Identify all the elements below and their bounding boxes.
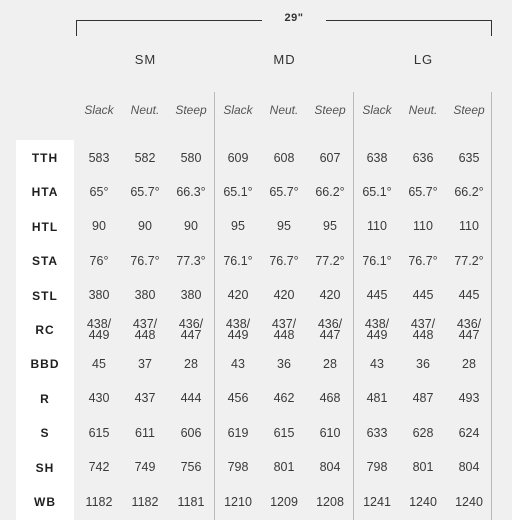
table-cell: 65.1° (223, 184, 253, 199)
table-cell: 436/ 447 (178, 317, 204, 342)
table-cell: 445 (458, 288, 480, 303)
table-cell: 628 (412, 425, 434, 440)
table-cell: 380 (134, 288, 156, 303)
table-cell: 804 (458, 460, 480, 475)
table-cell: 610 (319, 425, 341, 440)
table-row (0, 347, 512, 381)
table-cell: 66.3° (176, 184, 206, 199)
table-cell: 438/ 449 (86, 317, 112, 342)
table-cell: 804 (319, 460, 341, 475)
table-cell: 636 (412, 150, 434, 165)
table-cell: 437/ 448 (271, 317, 297, 342)
setting-label: Neut. (130, 103, 160, 117)
table-cell: 438/ 449 (364, 317, 390, 342)
table-cell: 1208 (316, 494, 344, 509)
table-cell: 493 (458, 391, 480, 406)
setting-label: Slack (223, 103, 253, 117)
row-label: R (40, 391, 50, 406)
table-cell: 445 (366, 288, 388, 303)
table-cell: 444 (180, 391, 202, 406)
table-cell: 420 (319, 288, 341, 303)
row-label: STA (31, 254, 59, 269)
table-cell: 380 (88, 288, 110, 303)
table-cell: 462 (273, 391, 295, 406)
wheel-size-label: 29" (284, 12, 304, 24)
table-cell: 801 (412, 460, 434, 475)
table-cell: 1182 (131, 494, 159, 509)
table-cell: 77.3° (176, 253, 206, 268)
table-cell: 635 (458, 150, 480, 165)
table-cell: 43 (231, 356, 245, 371)
table-row (0, 313, 512, 347)
row-label: HTA (31, 185, 59, 200)
table-row (0, 451, 512, 485)
table-cell: 36 (277, 356, 291, 371)
table-cell: 90 (184, 219, 198, 234)
table-cell: 1181 (177, 494, 205, 509)
table-cell: 445 (412, 288, 434, 303)
table-cell: 90 (92, 219, 106, 234)
table-cell: 65.7° (269, 184, 299, 199)
table-cell: 76.7° (130, 253, 160, 268)
table-cell: 1240 (455, 494, 483, 509)
table-cell: 1182 (85, 494, 113, 509)
table-row (0, 416, 512, 450)
table-cell: 638 (366, 150, 388, 165)
table-cell: 110 (413, 219, 433, 234)
table-cell: 801 (273, 460, 295, 475)
table-cell: 437/ 448 (132, 317, 158, 342)
table-cell: 28 (184, 356, 198, 371)
table-cell: 619 (227, 425, 249, 440)
table-cell: 481 (366, 391, 388, 406)
table-cell: 43 (370, 356, 384, 371)
bracket-line-left (76, 20, 262, 21)
row-label: HTL (31, 219, 59, 234)
row-label: TTH (31, 151, 59, 165)
table-cell: 438/ 449 (225, 317, 251, 342)
setting-label: Steep (175, 103, 207, 117)
table-cell: 45 (92, 356, 106, 371)
setting-label: Neut. (269, 103, 299, 117)
setting-label: Steep (453, 103, 485, 117)
table-cell: 37 (138, 356, 152, 371)
bracket-tick-right (491, 20, 492, 36)
table-cell: 90 (138, 219, 152, 234)
table-cell: 95 (323, 219, 337, 234)
table-cell: 36 (416, 356, 430, 371)
table-cell: 110 (459, 219, 479, 234)
table-cell: 749 (134, 460, 156, 475)
table-cell: 615 (273, 425, 295, 440)
table-cell: 76.1° (362, 253, 392, 268)
row-label: STL (32, 288, 58, 303)
table-cell: 77.2° (315, 253, 345, 268)
bracket-tick-left (76, 20, 77, 36)
setting-label: Neut. (408, 103, 438, 117)
table-cell: 1210 (224, 494, 252, 509)
size-label-lg: LG (413, 52, 434, 67)
table-cell: 95 (231, 219, 245, 234)
setting-label: Steep (314, 103, 346, 117)
table-cell: 65.7° (130, 184, 160, 199)
table-cell: 65.7° (408, 184, 438, 199)
size-label-sm: SM (134, 52, 157, 67)
table-cell: 606 (180, 425, 202, 440)
table-cell: 611 (135, 425, 155, 440)
table-cell: 65° (89, 184, 109, 199)
table-cell: 798 (227, 460, 249, 475)
table-cell: 756 (180, 460, 202, 475)
table-cell: 580 (180, 150, 202, 165)
table-cell: 615 (88, 425, 110, 440)
table-cell: 77.2° (454, 253, 484, 268)
table-row (0, 279, 512, 313)
table-cell: 583 (88, 150, 110, 165)
table-row (0, 141, 512, 175)
table-cell: 436/ 447 (317, 317, 343, 342)
row-label: RC (35, 323, 55, 337)
bracket-line-right (326, 20, 492, 21)
table-row (0, 175, 512, 209)
table-cell: 633 (366, 425, 388, 440)
table-cell: 1240 (409, 494, 437, 509)
table-cell: 1209 (270, 494, 298, 509)
table-cell: 456 (227, 391, 249, 406)
table-cell: 76° (89, 253, 109, 268)
table-cell: 95 (277, 219, 291, 234)
table-cell: 608 (273, 150, 295, 165)
table-cell: 437 (134, 391, 156, 406)
row-label: BBD (30, 357, 60, 372)
table-cell: 66.2° (315, 184, 345, 199)
table-row (0, 382, 512, 416)
size-label-md: MD (273, 52, 296, 67)
table-cell: 609 (227, 150, 249, 165)
table-cell: 582 (134, 150, 156, 165)
wheel-size-bracket (76, 12, 492, 38)
row-label: S (40, 426, 50, 441)
table-cell: 742 (88, 460, 110, 475)
table-row (0, 244, 512, 278)
table-cell: 487 (412, 391, 434, 406)
setting-label: Slack (362, 103, 392, 117)
table-cell: 624 (458, 425, 480, 440)
table-cell: 66.2° (454, 184, 484, 199)
setting-label: Slack (84, 103, 114, 117)
table-cell: 28 (462, 356, 476, 371)
table-row (0, 210, 512, 244)
row-label: SH (35, 460, 55, 475)
row-label: WB (34, 495, 56, 509)
table-cell: 1241 (363, 494, 391, 509)
table-cell: 436/ 447 (456, 317, 482, 342)
table-cell: 420 (273, 288, 295, 303)
table-cell: 437/ 448 (410, 317, 436, 342)
table-cell: 28 (323, 356, 337, 371)
table-cell: 468 (319, 391, 341, 406)
table-row (0, 485, 512, 519)
table-cell: 607 (319, 150, 341, 165)
table-cell: 110 (367, 219, 387, 234)
table-cell: 380 (180, 288, 202, 303)
table-cell: 65.1° (362, 184, 392, 199)
table-cell: 420 (227, 288, 249, 303)
table-cell: 76.7° (269, 253, 299, 268)
table-cell: 430 (88, 391, 110, 406)
table-cell: 76.1° (223, 253, 253, 268)
table-cell: 76.7° (408, 253, 438, 268)
table-cell: 798 (366, 460, 388, 475)
